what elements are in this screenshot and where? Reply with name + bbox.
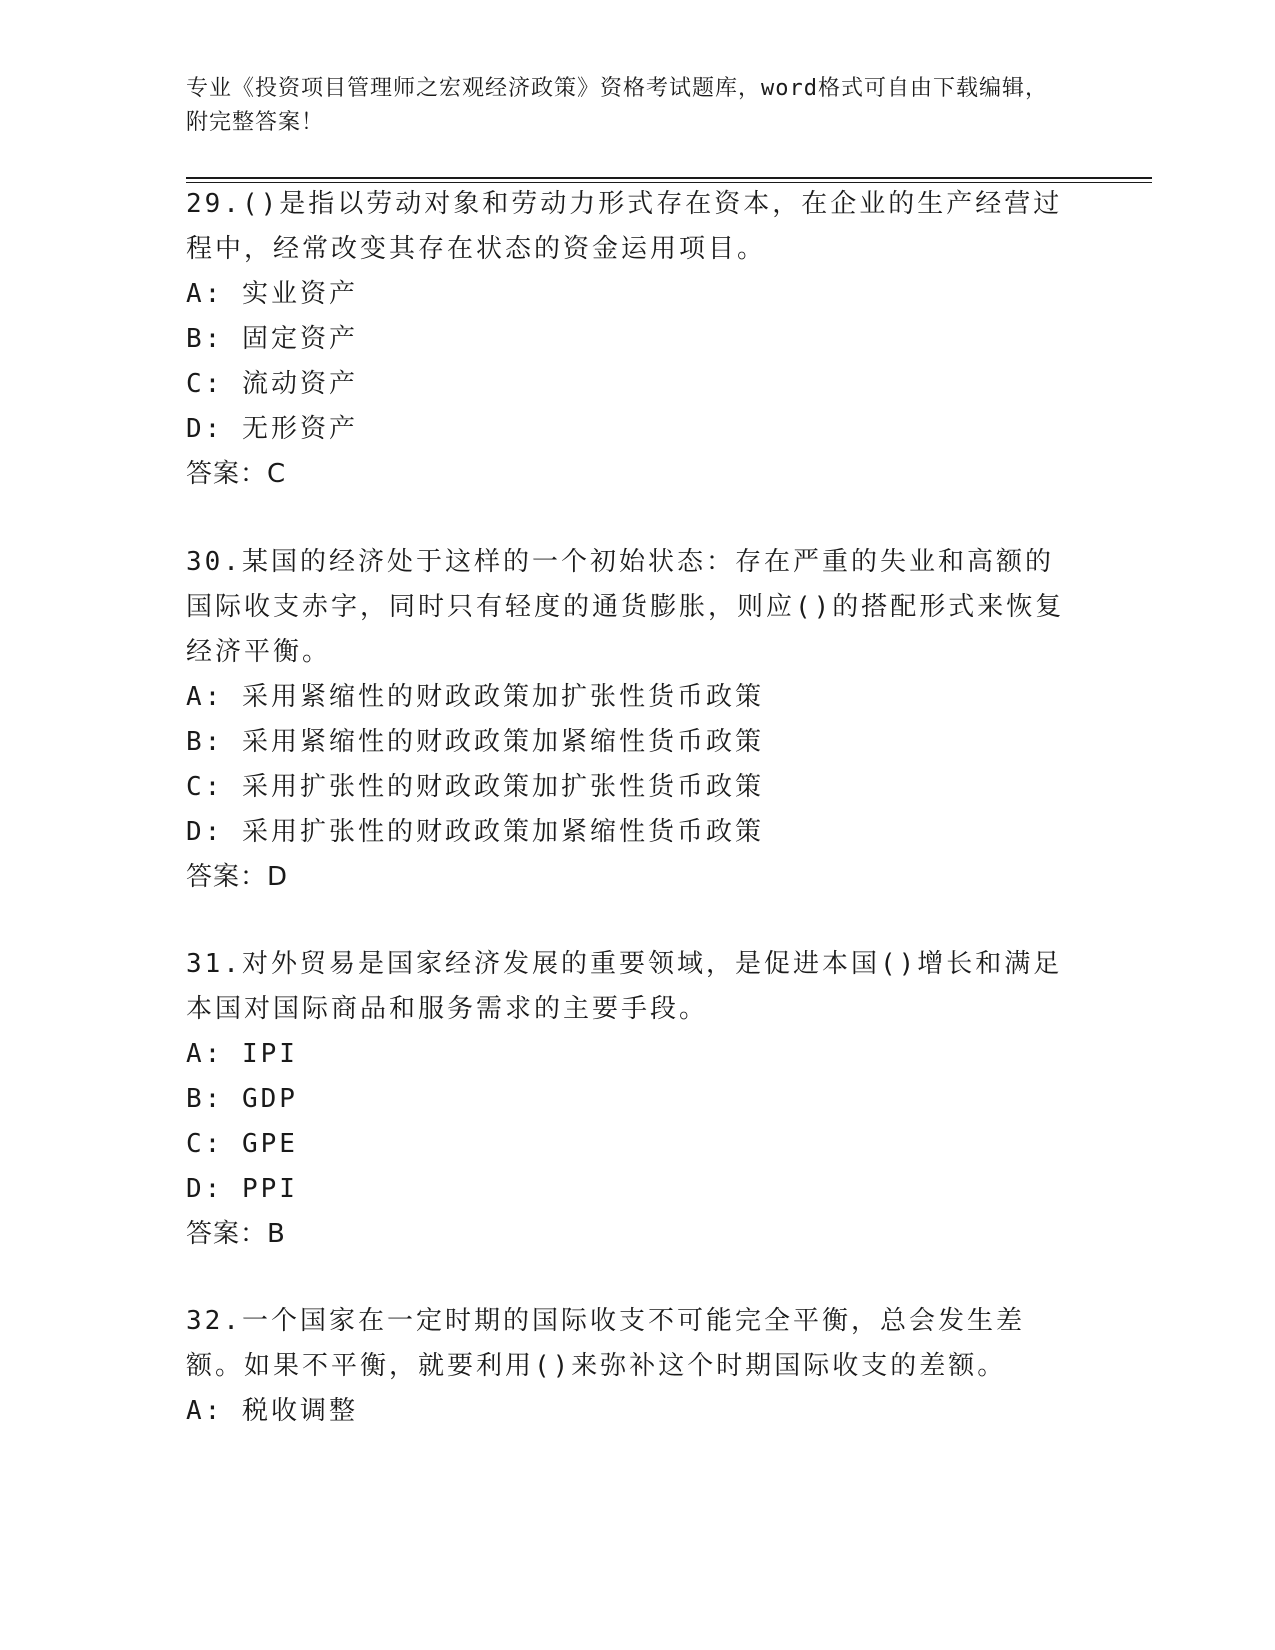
question-stem: 29.()是指以劳动对象和劳动力形式存在资本，在企业的生产经营过程中，经常改变其存在状态的资金运用项目。 — [186, 189, 1063, 264]
option-d: D: 无形资产 — [186, 414, 358, 444]
option-d: D: 采用扩张性的财政政策加紧缩性货币政策 — [186, 817, 764, 847]
answer-line: 答案：B — [186, 1219, 286, 1249]
option-a: A: 实业资产 — [186, 279, 358, 309]
question-stem: 31.对外贸易是国家经济发展的重要领域，是促进本国()增长和满足本国对国际商品和服务需求的主要手段。 — [186, 949, 1063, 1024]
option-b: B: 采用紧缩性的财政政策加紧缩性货币政策 — [186, 727, 764, 757]
option-a: A: 采用紧缩性的财政政策加扩张性货币政策 — [186, 682, 764, 712]
option-a: A: IPI — [186, 1039, 298, 1069]
question-31 — [186, 942, 1066, 1257]
option-c: C: GPE — [186, 1129, 298, 1159]
option-b: B: GDP — [186, 1084, 298, 1114]
option-d: D: PPI — [186, 1174, 298, 1204]
question-32 — [186, 1299, 1066, 1434]
option-c: C: 采用扩张性的财政政策加扩张性货币政策 — [186, 772, 764, 802]
answer-line: 答案：C — [186, 459, 287, 489]
question-30 — [186, 540, 1066, 900]
answer-line: 答案：D — [186, 862, 289, 892]
question-stem: 30.某国的经济处于这样的一个初始状态：存在严重的失业和高额的国际收支赤字，同时只有轻度的通货膨胀，则应()的搭配形式来恢复经济平衡。 — [186, 547, 1065, 667]
header-divider — [186, 177, 1152, 179]
question-stem: 32.一个国家在一定时期的国际收支不可能完全平衡，总会发生差额。如果不平衡，就要利用()来弥补这个时期国际收支的差额。 — [186, 1306, 1025, 1381]
document-header: 专业《投资项目管理师之宏观经济政策》资格考试题库，word格式可自由下载编辑，附完整答案！ — [186, 76, 1048, 135]
question-29 — [186, 182, 1066, 497]
option-c: C: 流动资产 — [186, 369, 358, 399]
option-b: B: 固定资产 — [186, 324, 358, 354]
option-a: A: 税收调整 — [186, 1396, 358, 1426]
